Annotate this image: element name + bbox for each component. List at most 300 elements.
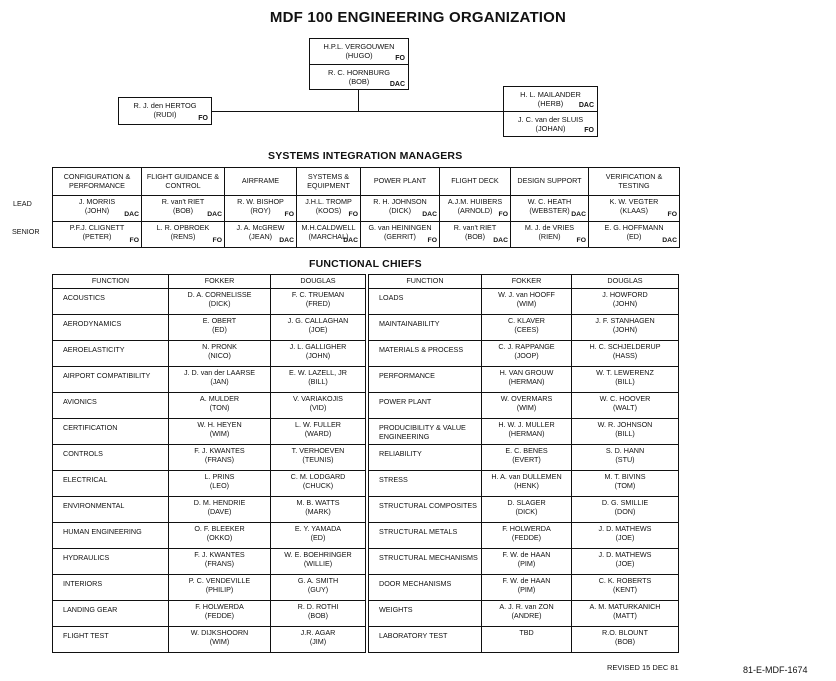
- table-row: [53, 471, 366, 497]
- person-nickname: (DICK): [389, 205, 411, 215]
- fc-column-header: FUNCTION: [53, 275, 169, 289]
- person-name: W. C. HOOVER: [599, 394, 651, 403]
- fc-title: FUNCTIONAL CHIEFS: [309, 258, 422, 270]
- douglas-chief: [572, 575, 679, 601]
- person-nickname: (JOE): [308, 324, 328, 334]
- fokker-chief: [169, 419, 271, 445]
- fc-column-header: FOKKER: [482, 275, 572, 289]
- douglas-chief: [572, 341, 679, 367]
- function-name: CERTIFICATION: [53, 419, 169, 445]
- person-name: J. L. GALLIGHER: [289, 342, 347, 351]
- person-nickname: (JOHN): [612, 298, 638, 308]
- table-row: [369, 497, 679, 523]
- person-name: N. PRONK: [202, 342, 237, 351]
- function-name: AEROELASTICITY: [53, 341, 169, 367]
- person-nickname: (HENK): [514, 480, 539, 490]
- sim-lead-row: [53, 196, 680, 222]
- person-name: K. W. VEGTER: [609, 197, 659, 206]
- person-name: J.R. AGAR: [300, 628, 336, 637]
- table-row: [369, 627, 679, 653]
- douglas-chief: [572, 393, 679, 419]
- person-name: R. W. BISHOP: [237, 197, 284, 206]
- person-name: F. HOLWERDA: [195, 602, 244, 611]
- sim-lead-cell: [589, 196, 680, 222]
- table-row: [369, 575, 679, 601]
- person-name: R. van't RIET: [453, 223, 497, 232]
- fokker-chief: [169, 315, 271, 341]
- function-name: ENVIRONMENTAL: [53, 497, 169, 523]
- person-name: W. OVERMARS: [500, 394, 553, 403]
- function-name: PRODUCIBILITY & VALUE ENGINEERING: [369, 419, 482, 445]
- person-name: W. R. JOHNSON: [597, 420, 653, 429]
- table-row: [53, 341, 366, 367]
- person-name: J. F. STANHAGEN: [595, 316, 655, 325]
- person-nickname: (WIM): [209, 636, 230, 646]
- function-name: AIRPORT COMPATIBILITY: [53, 367, 169, 393]
- fokker-chief: [169, 549, 271, 575]
- person-nickname: (FRANS): [204, 558, 235, 568]
- person-name: D. SLAGER: [507, 498, 546, 507]
- person-name: G. A. SMITH: [297, 576, 339, 585]
- person-nickname: (EVERT): [512, 454, 541, 464]
- sim-column-header: POWER PLANT: [361, 168, 440, 196]
- person-nickname: (WIM): [516, 298, 537, 308]
- douglas-chief: [572, 627, 679, 653]
- douglas-chief: [271, 315, 366, 341]
- person-nickname: (ED): [212, 324, 227, 334]
- person-nickname: (BOB): [173, 205, 193, 215]
- sim-column-header: FLIGHT DECK: [440, 168, 511, 196]
- function-name: CONTROLS: [53, 445, 169, 471]
- fokker-chief: [169, 601, 271, 627]
- person-name: W. T. LEWERENZ: [596, 368, 654, 377]
- douglas-chief: [271, 497, 366, 523]
- function-name: ELECTRICAL: [53, 471, 169, 497]
- sim-column-header: DESIGN SUPPORT: [511, 168, 589, 196]
- person-nickname: (ARNOLD): [457, 205, 493, 215]
- sim-lead-cell: [440, 196, 511, 222]
- sim-title: SYSTEMS INTEGRATION MANAGERS: [268, 150, 463, 162]
- person-name: J. A. McGREW: [236, 223, 285, 232]
- fc-column-header: FUNCTION: [369, 275, 482, 289]
- sim-lead-cell: [361, 196, 440, 222]
- fokker-chief: [482, 601, 572, 627]
- function-name: INTERIORS: [53, 575, 169, 601]
- person-nickname: (DICK): [208, 298, 231, 308]
- person-name: F. W. de HAAN: [502, 576, 551, 585]
- function-name: LABORATORY TEST: [369, 627, 482, 653]
- person-name: G. van HEININGEN: [368, 223, 432, 232]
- person-name: C. K. ROBERTS: [598, 576, 652, 585]
- douglas-chief: [271, 289, 366, 315]
- sim-lead-cell: [142, 196, 225, 222]
- table-row: [53, 497, 366, 523]
- person-nickname: (BILL): [615, 376, 635, 386]
- table-row: [369, 523, 679, 549]
- person-name: F. J. KWANTES: [194, 550, 245, 559]
- person-nickname: (WIM): [209, 428, 230, 438]
- sim-header-row: [53, 168, 680, 196]
- function-name: FLIGHT TEST: [53, 627, 169, 653]
- fokker-chief: [482, 289, 572, 315]
- fc-column-header: DOUGLAS: [572, 275, 679, 289]
- function-name: AERODYNAMICS: [53, 315, 169, 341]
- table-row: [369, 393, 679, 419]
- person-nickname: (RIEN): [538, 231, 561, 241]
- person-nickname: (GUY): [307, 584, 329, 594]
- function-name: HYDRAULICS: [53, 549, 169, 575]
- table-row: [369, 471, 679, 497]
- table-row: [53, 549, 366, 575]
- sim-column-header: VERIFICATION & TESTING: [589, 168, 680, 196]
- person-nickname: (WEBSTER): [529, 205, 570, 215]
- douglas-chief: [572, 601, 679, 627]
- sim-column-header: SYSTEMS & EQUIPMENT: [297, 168, 361, 196]
- function-name: STRUCTURAL METALS: [369, 523, 482, 549]
- person-nickname: (OKKO): [206, 532, 233, 542]
- function-name: MATERIALS & PROCESS: [369, 341, 482, 367]
- person-name: F. C. TRUEMAN: [291, 290, 345, 299]
- document-number: 81-E-MDF-1674: [743, 665, 808, 675]
- person-nickname: (JAN): [210, 376, 229, 386]
- org-tag: FO: [576, 237, 586, 245]
- person-nickname: (MARCHAL): [308, 231, 349, 241]
- person-name: F. HOLWERDA: [502, 524, 551, 533]
- function-name: WEIGHTS: [369, 601, 482, 627]
- person-name: W. J. van HOOFF: [498, 290, 555, 299]
- lead-label: LEAD: [13, 199, 32, 208]
- douglas-chief: [271, 367, 366, 393]
- person-name: E. OBERT: [202, 316, 237, 325]
- sim-column-header: AIRFRAME: [225, 168, 297, 196]
- person-nickname: (JOE): [615, 532, 635, 542]
- sim-senior-row: [53, 222, 680, 248]
- douglas-chief: [271, 393, 366, 419]
- person-name: J. D. MATHEWS: [598, 550, 652, 559]
- table-row: [53, 523, 366, 549]
- org-tag: FO: [667, 211, 677, 219]
- person-nickname: (DICK): [515, 506, 538, 516]
- person-nickname: (HASS): [612, 350, 638, 360]
- fokker-chief: [482, 523, 572, 549]
- person-name: C. KLAVER: [507, 316, 545, 325]
- person-nickname: (WARD): [304, 428, 332, 438]
- person-name: E. W. LAZELL, JR: [289, 368, 347, 377]
- person-name: W. H. HEYEN: [197, 420, 242, 429]
- person-nickname: (CHUCK): [302, 480, 334, 490]
- person-name: J. G. CALLAGHAN: [287, 316, 349, 325]
- function-name: AVIONICS: [53, 393, 169, 419]
- sim-senior-cell: [297, 222, 361, 248]
- person-nickname: (FRANS): [204, 454, 235, 464]
- fokker-chief: [169, 445, 271, 471]
- sim-senior-cell: [440, 222, 511, 248]
- fc-table-left: [52, 274, 366, 653]
- person-name: A.J.M. HUIBERS: [447, 197, 503, 206]
- fokker-chief: [482, 445, 572, 471]
- person-nickname: (NICO): [208, 350, 231, 360]
- fokker-chief: [169, 523, 271, 549]
- person-nickname: (MATT): [613, 610, 637, 620]
- person-nickname: (PETER): [82, 231, 112, 241]
- sim-senior-cell: [53, 222, 142, 248]
- function-name: STRUCTURAL COMPOSITES: [369, 497, 482, 523]
- person-name: A. M. MATURKANICH: [589, 602, 661, 611]
- table-row: [53, 315, 366, 341]
- person-nickname: (TOM): [614, 480, 636, 490]
- douglas-chief: [572, 471, 679, 497]
- org-tag: FO: [129, 237, 139, 245]
- person-name: V. VARIAKOJIS: [293, 394, 343, 403]
- sim-column-header: CONFIGURATION & PERFORMANCE: [53, 168, 142, 196]
- douglas-chief: [572, 523, 679, 549]
- org-tag: DAC: [279, 237, 294, 245]
- table-row: [369, 315, 679, 341]
- person-name: A. MULDER: [199, 394, 240, 403]
- function-name: LOADS: [369, 289, 482, 315]
- person-name: L. PRINS: [204, 472, 235, 481]
- douglas-chief: [271, 549, 366, 575]
- person-name: R.O. BLOUNT: [602, 628, 648, 637]
- staff-connector: [212, 111, 504, 112]
- person-nickname: (JOHN): [305, 350, 331, 360]
- person-name: P.F.J. CLIGNETT: [69, 223, 125, 232]
- page-title: MDF 100 ENGINEERING ORGANIZATION: [269, 9, 567, 26]
- fc-header-row: [53, 275, 366, 289]
- person-name: L. R. OPBROEK: [156, 223, 210, 232]
- table-row: [369, 601, 679, 627]
- person-nickname: (HERMAN): [508, 428, 545, 438]
- org-tag: DAC: [422, 211, 437, 219]
- person-nickname: (KOOS): [315, 205, 342, 215]
- function-name: MAINTAINABILITY: [369, 315, 482, 341]
- douglas-chief: [572, 315, 679, 341]
- person-nickname: (JOOP): [514, 350, 539, 360]
- table-row: [53, 445, 366, 471]
- person-name: J.H.L. TROMP: [305, 197, 352, 206]
- senior-label: SENIOR: [12, 227, 40, 236]
- function-name: ACOUSTICS: [53, 289, 169, 315]
- douglas-chief: [572, 367, 679, 393]
- sim-lead-cell: [225, 196, 297, 222]
- person-nickname: (PHILIP): [205, 584, 234, 594]
- org-tag: FO: [427, 237, 437, 245]
- person-name: T. VERHOEVEN: [291, 446, 345, 455]
- person-name: E. Y. YAMADA: [294, 524, 342, 533]
- person-name: TBD: [519, 628, 534, 637]
- org-tag: FO: [284, 211, 294, 219]
- person-nickname: (FRED): [305, 298, 331, 308]
- person-name: C. J. RAPPANGE: [498, 342, 555, 351]
- douglas-chief: [271, 627, 366, 653]
- person-nickname: (KENT): [613, 584, 637, 594]
- fokker-chief: [169, 471, 271, 497]
- douglas-chief: [271, 523, 366, 549]
- sim-lead-cell: [297, 196, 361, 222]
- person-name: R. H. JOHNSON: [373, 197, 427, 206]
- person-nickname: (BOB): [615, 636, 635, 646]
- person-name: M. B. WATTS: [296, 498, 340, 507]
- fokker-chief: [482, 471, 572, 497]
- table-row: [53, 419, 366, 445]
- fokker-chief: [169, 627, 271, 653]
- person-name: W. C. HEATH: [527, 197, 572, 206]
- fokker-chief: [169, 341, 271, 367]
- person-nickname: (TON): [209, 402, 230, 412]
- org-tag: DAC: [124, 211, 139, 219]
- fokker-chief: [482, 315, 572, 341]
- function-name: RELIABILITY: [369, 445, 482, 471]
- person-name: E. G. HOFFMANN: [604, 223, 664, 232]
- sim-lead-cell: [53, 196, 142, 222]
- fokker-chief: [169, 575, 271, 601]
- douglas-chief: [271, 575, 366, 601]
- person-name: W. DIJKSHOORN: [190, 628, 249, 637]
- person-name: E. C. BENES: [505, 446, 548, 455]
- org-tag: DAC: [662, 237, 677, 245]
- person-nickname: (FEDDE): [511, 532, 542, 542]
- function-name: POWER PLANT: [369, 393, 482, 419]
- person-nickname: (JOHN): [84, 205, 110, 215]
- douglas-chief: [572, 445, 679, 471]
- person-name: W. E. BOEHRINGER: [284, 550, 352, 559]
- sim-senior-cell: [361, 222, 440, 248]
- person-name: H. VAN GROUW: [499, 368, 554, 377]
- revised-date: REVISED 15 DEC 81: [607, 663, 679, 672]
- person-nickname: (JOE): [615, 558, 635, 568]
- person-nickname: (VID): [309, 402, 327, 412]
- person-nickname: (KLAAS): [620, 205, 648, 215]
- fokker-chief: [482, 627, 572, 653]
- function-name: HUMAN ENGINEERING: [53, 523, 169, 549]
- sim-senior-cell: [589, 222, 680, 248]
- fokker-chief: [169, 393, 271, 419]
- fokker-chief: [482, 341, 572, 367]
- table-row: [369, 367, 679, 393]
- person-name: F. W. de HAAN: [502, 550, 551, 559]
- sim-senior-cell: [225, 222, 297, 248]
- person-name: M. J. de VRIES: [524, 223, 575, 232]
- function-name: DOOR MECHANISMS: [369, 575, 482, 601]
- fc-column-header: FOKKER: [169, 275, 271, 289]
- douglas-chief: [572, 289, 679, 315]
- function-name: PERFORMANCE: [369, 367, 482, 393]
- org-tag: DAC: [343, 237, 358, 245]
- person-name: C. M. LODGARD: [290, 472, 346, 481]
- person-nickname: (PIM): [517, 584, 536, 594]
- person-nickname: (ROY): [250, 205, 271, 215]
- person-nickname: (FEDDE): [204, 610, 235, 620]
- table-row: [53, 393, 366, 419]
- function-name: STRESS: [369, 471, 482, 497]
- person-nickname: (PIM): [517, 558, 536, 568]
- person-nickname: (BOB): [465, 231, 485, 241]
- person-nickname: (TEUNIS): [302, 454, 334, 464]
- table-row: [369, 549, 679, 575]
- fc-table-right: [368, 274, 679, 653]
- table-row: [53, 575, 366, 601]
- function-name: STRUCTURAL MECHANISMS: [369, 549, 482, 575]
- person-nickname: (ED): [626, 231, 642, 241]
- person-name: D. G. SMILLIE: [601, 498, 649, 507]
- fokker-chief: [482, 549, 572, 575]
- table-row: [53, 367, 366, 393]
- fc-column-header: DOUGLAS: [271, 275, 366, 289]
- org-tag: DAC: [207, 211, 222, 219]
- director-connector: [358, 90, 359, 112]
- fokker-chief: [482, 575, 572, 601]
- table-row: [369, 445, 679, 471]
- person-name: O. F. BLEEKER: [194, 524, 245, 533]
- person-nickname: (WIM): [516, 402, 537, 412]
- person-nickname: (WALT): [613, 402, 637, 412]
- person-nickname: (LEO): [209, 480, 230, 490]
- person-name: A. J. R. van ZON: [499, 602, 554, 611]
- right-staff-box: H. L. MAILANDER (HERB) DAC J. C. van der SLUIS (JOHAN) FO: [503, 86, 598, 137]
- person-nickname: (ED): [310, 532, 326, 542]
- sim-column-header: FLIGHT GUIDANCE & CONTROL: [142, 168, 225, 196]
- person-nickname: (WILLIE): [303, 558, 333, 568]
- table-row: [53, 601, 366, 627]
- person-nickname: (CEES): [514, 324, 539, 334]
- person-name: L. W. FULLER: [295, 420, 341, 429]
- douglas-chief: [572, 549, 679, 575]
- douglas-chief: [572, 419, 679, 445]
- director-douglas: R. C. HORNBURG (BOB) DAC: [327, 68, 405, 88]
- person-nickname: (RENS): [170, 231, 196, 241]
- person-name: H. W. J. MULLER: [498, 420, 555, 429]
- person-nickname: (JIM): [309, 636, 327, 646]
- person-name: D. A. CORNELISSE: [187, 290, 252, 299]
- person-nickname: (HERMAN): [508, 376, 545, 386]
- douglas-chief: [572, 497, 679, 523]
- fokker-chief: [482, 497, 572, 523]
- person-name: J. D. MATHEWS: [598, 524, 652, 533]
- org-tag: FO: [212, 237, 222, 245]
- person-name: R. van't RIET: [161, 197, 205, 206]
- director-box: [309, 38, 409, 90]
- fokker-chief: [169, 497, 271, 523]
- douglas-chief: [271, 601, 366, 627]
- douglas-chief: [271, 471, 366, 497]
- org-tag: DAC: [493, 237, 508, 245]
- person-nickname: (BOB): [308, 610, 328, 620]
- person-nickname: (JOHN): [612, 324, 638, 334]
- table-row: [53, 627, 366, 653]
- person-name: R. D. ROTHI: [297, 602, 339, 611]
- person-nickname: (BILL): [308, 376, 328, 386]
- person-nickname: (MARK): [305, 506, 331, 516]
- person-nickname: (ANDRE): [511, 610, 542, 620]
- person-name: F. J. KWANTES: [194, 446, 245, 455]
- org-tag: FO: [498, 211, 508, 219]
- function-name: LANDING GEAR: [53, 601, 169, 627]
- person-nickname: (GERRIT): [384, 231, 416, 241]
- person-nickname: (BILL): [615, 428, 635, 438]
- douglas-chief: [271, 419, 366, 445]
- table-row: [369, 341, 679, 367]
- table-row: [369, 419, 679, 445]
- person-nickname: (DAVE): [207, 506, 232, 516]
- person-name: H. C. SCHJELDERUP: [589, 342, 661, 351]
- person-name: H. A. van DULLEMEN: [491, 472, 562, 481]
- person-name: J. MORRIS: [78, 197, 116, 206]
- person-name: S. D. HANN: [605, 446, 645, 455]
- table-row: [369, 289, 679, 315]
- person-name: P. C. VENDEVILLE: [188, 576, 251, 585]
- sim-senior-cell: [511, 222, 589, 248]
- fokker-chief: [482, 393, 572, 419]
